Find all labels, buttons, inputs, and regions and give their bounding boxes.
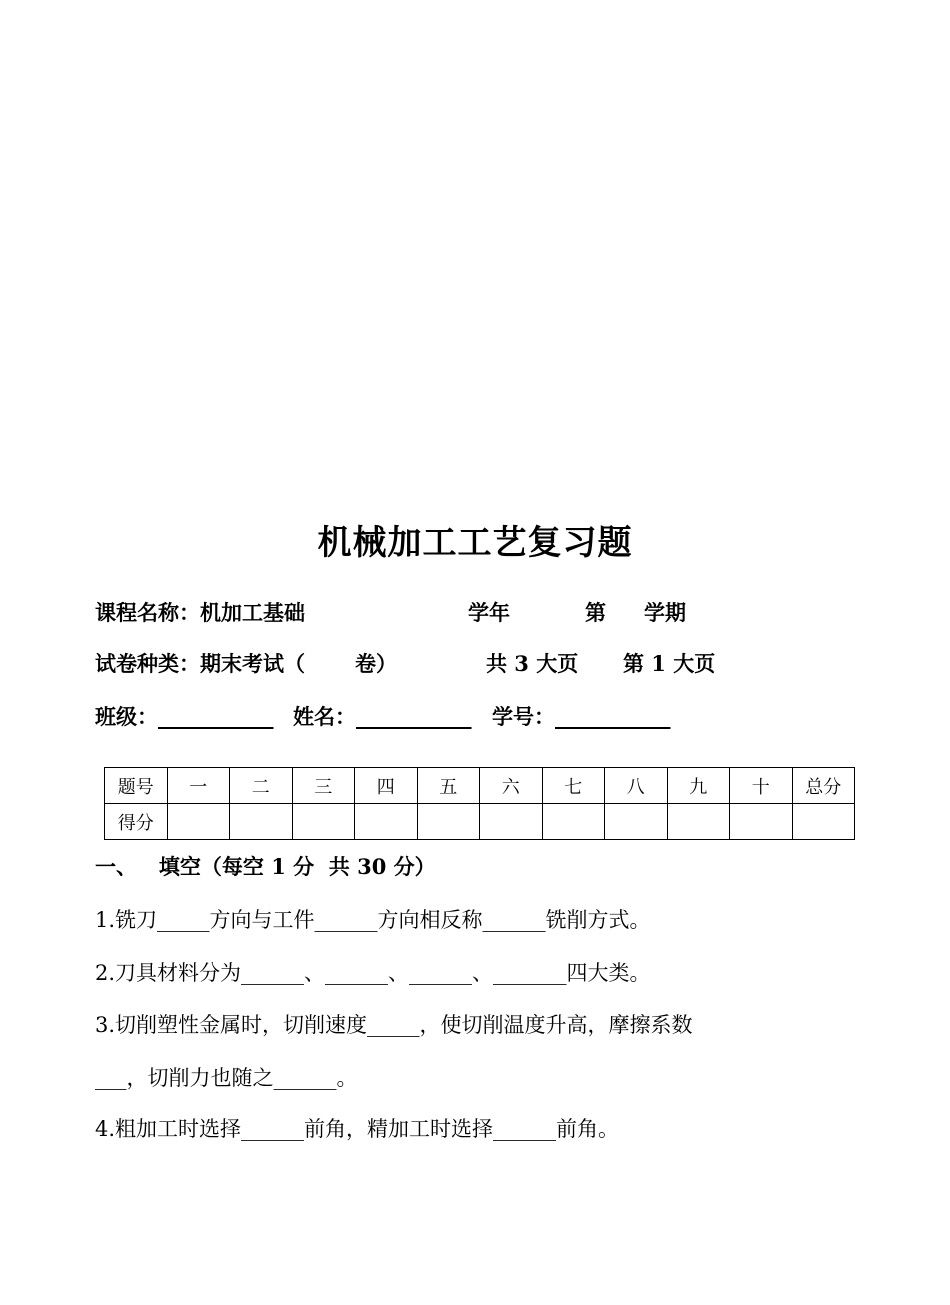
- student-id-field: 学号：___________: [492, 704, 671, 729]
- question-4: 4.粗加工时选择______前角，精加工时选择______前角。: [95, 1117, 620, 1141]
- table-header-cell: 十: [730, 768, 793, 804]
- score-cell[interactable]: [417, 804, 480, 840]
- score-cell[interactable]: [167, 804, 230, 840]
- semester-label: 学期: [644, 600, 686, 625]
- table-header-cell: 七: [542, 768, 605, 804]
- table-header-cell: 六: [480, 768, 543, 804]
- score-cell[interactable]: [792, 804, 855, 840]
- class-field: 班级：___________: [95, 704, 274, 729]
- score-cell[interactable]: [605, 804, 668, 840]
- table-header-cell: 四: [355, 768, 418, 804]
- section-heading: 一、 填空（每空 1 分 共 30 分）: [95, 854, 436, 879]
- exam-volume: 卷）: [355, 651, 397, 676]
- score-cell[interactable]: [480, 804, 543, 840]
- table-header-cell: 三: [292, 768, 355, 804]
- score-cell[interactable]: [667, 804, 730, 840]
- question-3-line-2: ___，切削力也随之______。: [95, 1066, 358, 1090]
- name-field: 姓名：___________: [293, 704, 472, 729]
- question-1: 1.铣刀_____方向与工件______方向相反称______铣削方式。: [95, 908, 651, 932]
- score-table: [104, 767, 855, 840]
- page-number: 第 1 大页: [623, 651, 716, 676]
- score-cell[interactable]: [355, 804, 418, 840]
- score-row: [105, 804, 855, 840]
- table-header-cell: 总分: [792, 768, 855, 804]
- score-row-label: 得分: [105, 804, 168, 840]
- table-header-cell: 题号: [105, 768, 168, 804]
- table-header-cell: 九: [667, 768, 730, 804]
- table-header-cell: 一: [167, 768, 230, 804]
- question-3-line-1: 3.切削塑性金属时，切削速度_____，使切削温度升高，摩擦系数: [95, 1013, 693, 1037]
- question-number-row: [105, 768, 855, 804]
- score-cell[interactable]: [730, 804, 793, 840]
- question-2: 2.刀具材料分为______、______、______、_______四大类。: [95, 961, 651, 985]
- page-title: 机械加工工艺复习题: [317, 523, 633, 563]
- total-pages: 共 3 大页: [486, 651, 579, 676]
- score-cell[interactable]: [292, 804, 355, 840]
- exam-type: 试卷种类：期末考试（: [95, 651, 305, 676]
- course-name: 课程名称：机加工基础: [95, 600, 305, 625]
- academic-year-label: 学年: [468, 600, 510, 625]
- term-label: 第: [585, 600, 606, 625]
- table-header-cell: 八: [605, 768, 668, 804]
- score-cell[interactable]: [230, 804, 293, 840]
- table-header-cell: 二: [230, 768, 293, 804]
- table-header-cell: 五: [417, 768, 480, 804]
- score-cell[interactable]: [542, 804, 605, 840]
